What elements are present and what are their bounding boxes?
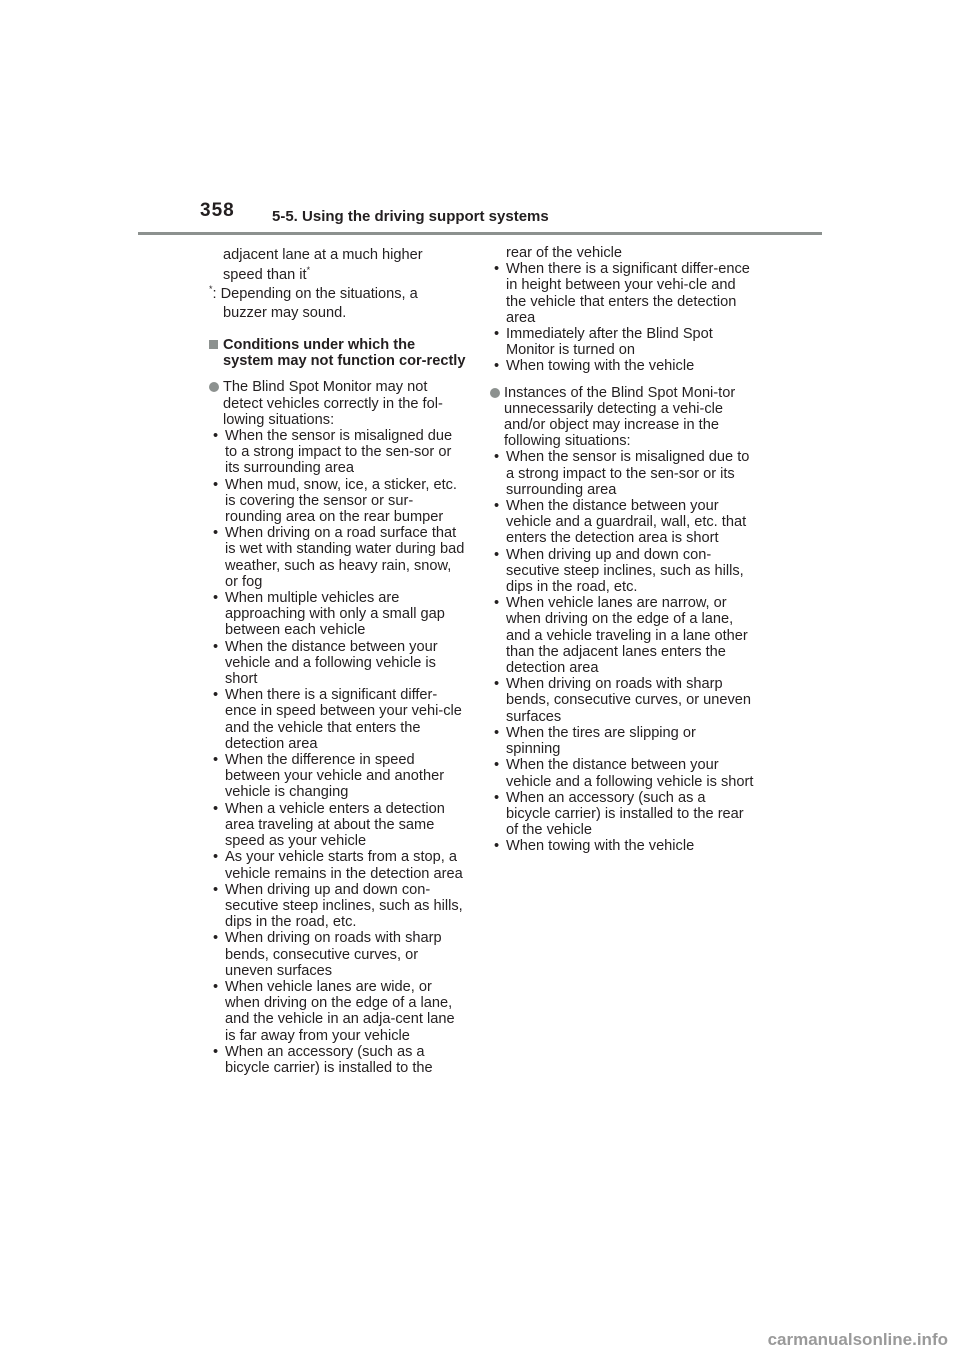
list-item: • When the distance between your vehicle and a following vehicle is short (490, 757, 754, 789)
list-item: • Immediately after the Blind Spot Monitor is turned on (490, 326, 754, 358)
list-item: • When mud, snow, ice, a sticker, etc. is covering the sensor or sur-rounding area on the rear bumper (209, 477, 467, 526)
list-item: • When towing with the vehicle (490, 838, 754, 854)
footnote-marker: * (209, 284, 213, 295)
footnote (209, 285, 467, 323)
footnote-mark: * (306, 265, 311, 276)
list-item: • As your vehicle starts from a stop, a vehicle remains in the detection area (209, 849, 467, 881)
list-item: • When towing with the vehicle (490, 358, 754, 374)
list-item: • When vehicle lanes are wide, or when driving on the edge of a lane, and the vehicle in an adja-cent lane is far away from your vehicle (209, 979, 467, 1044)
list-item: • When multiple vehicles are approaching with only a small gap between each vehicle (209, 590, 467, 639)
list-item: • When the distance between your vehicle and a following vehicle is short (209, 639, 467, 688)
paragraph-text: Instances of the Blind Spot Moni-tor unnecessarily detecting a vehi-cle and/or object may increase in the following situations: (504, 384, 736, 450)
list-item: • When there is a significant differ-ence in height between your vehi-cle and the vehicle that enters the detection area (490, 261, 754, 326)
list-item: • When the tires are slipping or spinning (490, 725, 754, 757)
heading-text: Conditions under which the system may not function cor-rectly (223, 337, 466, 370)
bullet-list (490, 261, 754, 374)
list-item: • When the distance between your vehicle and a guardrail, wall, etc. that enters the detection area is short (490, 498, 754, 547)
intro-text (209, 245, 467, 285)
list-item: • When the difference in speed between your vehicle and another vehicle is changing (209, 752, 467, 801)
list-item: • When driving up and down con-secutive steep inclines, such as hills, dips in the road, etc. (490, 547, 754, 596)
list-item: • When driving on roads with sharp bends, consecutive curves, or uneven surfaces (209, 930, 467, 979)
list-item: • When driving on a road surface that is wet with standing water during bad weather, such as heavy rain, snow, or fog (209, 525, 467, 590)
list-item: • When driving on roads with sharp bends, consecutive curves, or uneven surfaces (490, 676, 754, 725)
list-item: • When an accessory (such as a bicycle carrier) is installed to the (209, 1044, 467, 1076)
watermark: carmanualsonline.info (767, 1330, 948, 1349)
section-title: 5-5. Using the driving support systems (272, 208, 549, 225)
paragraph (209, 379, 467, 428)
intro-line-2: speed than it (223, 267, 307, 283)
continuation-text: rear of the vehicle (506, 245, 623, 261)
list-item: • When a vehicle enters a detection area traveling at about the same speed as your vehicle (209, 801, 467, 850)
header-rule (138, 232, 822, 235)
list-item: • When an accessory (such as a bicycle carrier) is installed to the rear of the vehicle (490, 790, 754, 839)
list-item: • When the sensor is misaligned due to a strong impact to the sen-sor or its surrounding area (490, 449, 754, 498)
section-heading (209, 337, 467, 369)
bullet-list (490, 449, 754, 854)
paragraph-text: The Blind Spot Monitor may not detect vehicles correctly in the fol-lowing situations: (223, 379, 443, 428)
list-item: • When vehicle lanes are narrow, or when driving on the edge of a lane, and a vehicle traveling in a lane other than the adjacent lanes enters the detection area (490, 595, 754, 676)
bullet-list (209, 428, 467, 1076)
square-bullet-icon (209, 340, 218, 349)
paragraph (490, 385, 754, 450)
list-item: • When driving up and down con-secutive steep inclines, such as hills, dips in the road, etc. (209, 882, 467, 931)
right-column (490, 245, 754, 855)
page-number: 358 (200, 200, 235, 221)
left-column (209, 245, 467, 1076)
intro-line-1: adjacent lane at a much higher (223, 247, 423, 263)
circle-bullet-icon (490, 388, 500, 398)
circle-bullet-icon (209, 382, 219, 392)
list-item: • When there is a significant differ-ence in speed between your vehi-cle and the vehicle that enters the detection area (209, 687, 467, 752)
footnote-text-2: buzzer may sound. (223, 305, 347, 321)
footnote-text-1: : Depending on the situations, a (212, 286, 418, 302)
list-item: • When the sensor is misaligned due to a strong impact to the sen-sor or its surrounding area (209, 428, 467, 477)
